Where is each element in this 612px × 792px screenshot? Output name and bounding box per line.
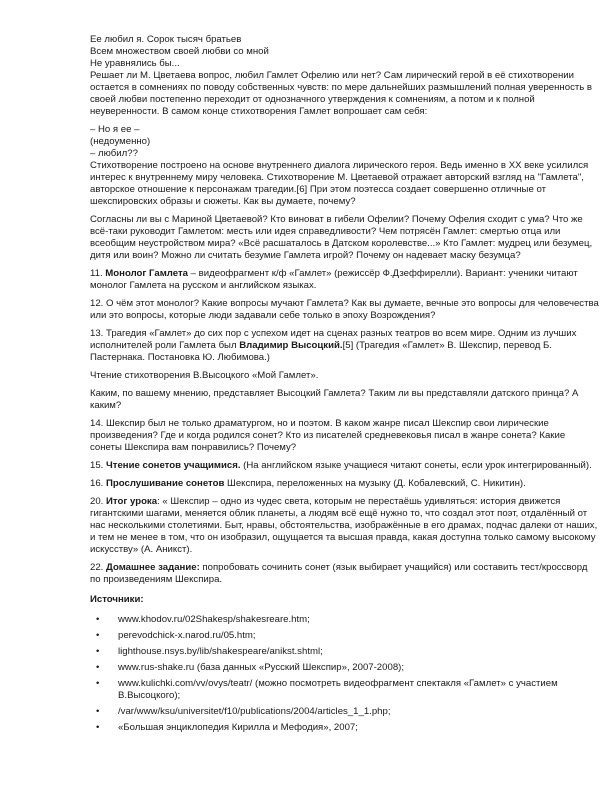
source-item xyxy=(90,678,580,702)
text-line xyxy=(90,340,580,352)
text-line: Каким, по вашему мнению, представляет Высоцкий Гамлета? Таким ли вы представляли датского принца? А xyxy=(90,388,579,399)
text-line: и тем не менее в том, что он изобразил, ощущается та высшая правда, какая доступна только самому высокому xyxy=(90,532,596,543)
item-11 xyxy=(90,268,580,292)
item-number: 22. xyxy=(90,562,107,573)
source-text: perevodchick-x.narod.ru/05.htm; xyxy=(118,630,256,641)
item-number: 16. xyxy=(90,478,107,489)
text-line: интерес к внутреннему миру человека. Стихотворение М. Цветаевой отражает авторский взгляд на "Гамлета", xyxy=(90,172,584,183)
source-text: «Большая энциклопедия Кирилла и Мефодия», 2007; xyxy=(118,722,358,733)
bullet-icon: • xyxy=(96,662,100,673)
item-number: 15. xyxy=(90,460,107,471)
text-line: сонеты Шекспира вам понравились? Почему? xyxy=(90,442,297,453)
item-20 xyxy=(90,496,598,556)
text-line: 13. Трагедия «Гамлет» до сих пор с успехом идет на сценах разных театров во всем мире. Одним из лучших xyxy=(90,328,577,339)
text-line: гигантскими шагами, меняется облик планеты, а людям всё ещё нужно то, что создал этот поэт, отдалённый от xyxy=(90,508,588,519)
sources-heading: Источники: xyxy=(90,594,144,605)
poem-line: Ее любил я. Сорок тысяч братьев xyxy=(90,34,242,45)
item-text: – видеофрагмент к/ф «Гамлет» (режиссёр Ф.Дзеффирелли). Вариант: ученики читают xyxy=(188,268,578,279)
source-item xyxy=(90,646,580,658)
dialogue-line: – Но я ее – xyxy=(90,124,140,135)
text-line xyxy=(90,268,580,280)
item-number: 11. xyxy=(90,268,106,279)
bullet-icon: • xyxy=(96,678,100,689)
item-text: : « Шекспир – одно из чудес света, которым не перестаёшь удивляться: история движется xyxy=(157,496,561,507)
paragraph-question xyxy=(90,70,593,118)
text-line xyxy=(90,562,588,574)
text-line: дитя или воин? Можно ли считать безумие Гамлета игрой? Почему он надевает маску безумца? xyxy=(90,250,521,261)
text-line: произведения? Где и когда родился сонет? Кто из писателей средневековья писал в жанре сонета? Какие xyxy=(90,430,566,441)
item-text: исполнителей роли Гамлета был xyxy=(90,340,240,351)
reading-line: Чтение стихотворения В.Высоцкого «Мой Гамлет». xyxy=(90,370,319,381)
document-page xyxy=(90,34,599,738)
text-line: неуверенности. В самом конце стихотворения Гамлет вопрошает сам себя: xyxy=(90,106,428,117)
item-15 xyxy=(90,460,592,472)
item-text: попробовать сочинить сонет (язык выбирает учащийся) или составить тест/кроссворд xyxy=(199,562,588,573)
item-heading: Чтение сонетов учащимися. xyxy=(106,460,241,471)
poem-quote xyxy=(90,34,580,70)
bullet-icon: • xyxy=(96,614,100,625)
item-number: 20. xyxy=(90,496,107,507)
paragraph-structure xyxy=(90,160,589,208)
item-heading: Прослушивание сонетов xyxy=(106,478,225,489)
text-line: 14. Шекспир был не только драматургом, но и поэтом. В каком жанре писал Шекспир свои лирические xyxy=(90,418,549,429)
bullet-icon: • xyxy=(96,630,100,641)
text-line: остается в сомнениях по поводу собственных чувств: по мере дальнейших размышлений полная уверенность в xyxy=(90,82,593,93)
text-line: всеобщим неустройством мира? «Всё расшаталось в Датском королевстве...» Кто Гамлет: мудрец или безумец, xyxy=(90,238,593,249)
text-line: всё-таки руководит Гамлетом: месть или идея справедливости? Чем потрясён Гамлет: смертью отца или xyxy=(90,226,561,237)
sources-list xyxy=(90,614,580,734)
source-text: /var/www/ksu/universitet/f10/publications/2004/articles_1_1.php; xyxy=(118,706,391,717)
text-line: 12. О чём этот монолог? Какие вопросы мучают Гамлета? Как вы думаете, вечные это вопросы для человечества xyxy=(90,298,599,309)
item-12 xyxy=(90,298,599,322)
source-text: В.Высоцкого); xyxy=(118,690,181,701)
item-13 xyxy=(90,328,580,364)
dialogue-quote xyxy=(90,124,580,160)
text-line: своей любви постепенно переходит от однозначного утверждения к сомнениям, а потом и к полной xyxy=(90,94,535,105)
paragraph-agree xyxy=(90,214,593,262)
text-line: шекспировских образы и сюжеты. Как вы думаете, почему? xyxy=(90,196,356,207)
item-heading: Монолог Гамлета xyxy=(105,268,189,279)
item-text: [5] (Трагедия «Гамлет» В. Шекспир, перевод Б. xyxy=(342,340,552,351)
source-text: lighthouse.nsys.by/lib/shakespeare/anikst.shtml; xyxy=(118,646,323,657)
source-item xyxy=(90,614,580,626)
poem-line: Не уравнялись бы... xyxy=(90,58,180,69)
item-14 xyxy=(90,418,580,454)
text-line: монолог Гамлета на русском и английском языках. xyxy=(90,280,317,291)
text-line: Решает ли М. Цветаева вопрос, любил Гамлет Офелию или нет? Сам лирический герой в её стихотворении xyxy=(90,70,574,81)
text-line: или это вопросы, которые люди задавали себе только в эпоху Возрождения? xyxy=(90,310,436,321)
actor-name: Владимир Высоцкий. xyxy=(239,340,343,351)
item-22 xyxy=(90,562,588,586)
dialogue-line: – любил?? xyxy=(90,148,138,159)
item-16 xyxy=(90,478,580,490)
text-line: искусству» (А. Аникст). xyxy=(90,544,193,555)
source-item xyxy=(90,630,580,642)
item-text: Шекспира, переложенных на музыку (Д. Кобалевский, С. Никитин). xyxy=(224,478,526,489)
text-line: по произведениям Шекспира. xyxy=(90,574,223,585)
dialogue-line: (недоуменно) xyxy=(90,136,151,147)
source-item xyxy=(90,662,580,674)
bullet-icon: • xyxy=(96,722,100,733)
source-text: www.kulichki.com/vv/ovys/teatr/ (можно посмотреть видеофрагмент спектакля «Гамлет» с участием xyxy=(118,678,558,689)
item-text: (На английском языке учащиеся читают сонеты, если урок интегрированный). xyxy=(240,460,592,471)
source-item xyxy=(90,722,580,734)
poem-line: Всем множеством своей любви со мной xyxy=(90,46,269,57)
bullet-icon: • xyxy=(96,706,100,717)
source-text: www.khodov.ru/02Shakesp/shakesreare.htm; xyxy=(118,614,310,625)
item-heading: Итог урока xyxy=(106,496,158,507)
text-line: Согласны ли вы с Мариной Цветаевой? Кто виноват в гибели Офелии? Почему Офелия сходит с ума? Что же xyxy=(90,214,583,225)
text-line: нас несколькими столетиями. Быт, нравы, обстоятельства, изображённые в его драмах, подчас далеки от наших, xyxy=(90,520,598,531)
item-heading: Домашнее задание: xyxy=(106,562,200,573)
text-line xyxy=(90,496,580,508)
source-item xyxy=(90,706,580,718)
text-line: Пастернака. Постановка Ю. Любимова.) xyxy=(90,352,270,363)
text-line: каким? xyxy=(90,400,122,411)
bullet-icon: • xyxy=(96,646,100,657)
text-line: Стихотворение построено на основе внутреннего диалога лирического героя. Ведь именно в XX веке усилился xyxy=(90,160,589,171)
paragraph-vysotsky xyxy=(90,388,580,412)
text-line: авторское отношение к персонажам трагедии.[6] При этом поэтесса создает совершенно отличные от xyxy=(90,184,546,195)
source-text: www.rus-shake.ru (база данных «Русский Шекспир», 2007-2008); xyxy=(118,662,405,673)
